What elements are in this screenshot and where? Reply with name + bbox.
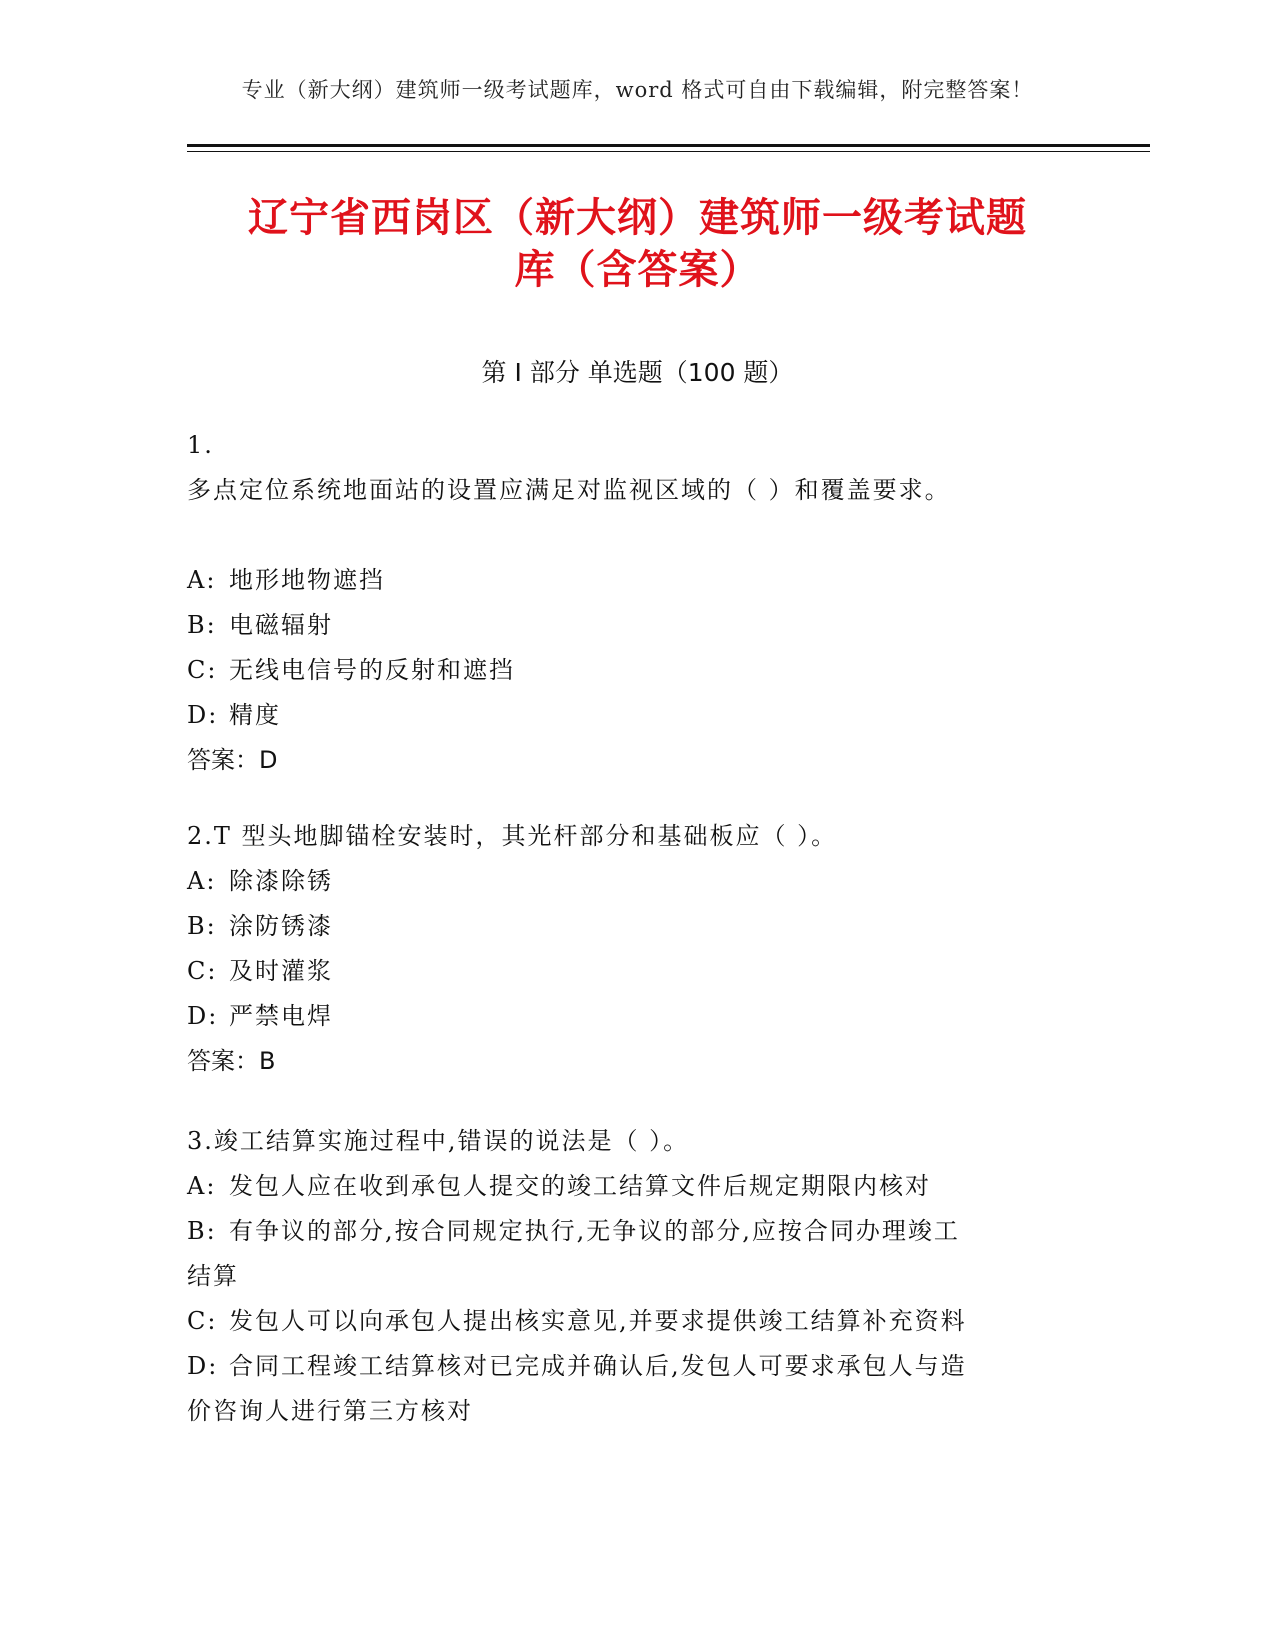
option-d bbox=[187, 994, 1067, 1039]
option-a bbox=[187, 1164, 1067, 1209]
option-d bbox=[187, 1344, 1067, 1389]
question-2 bbox=[187, 814, 1067, 1084]
question-stem: 多点定位系统地面站的设置应满足对监视区域的（ ）和覆盖要求。 bbox=[187, 476, 951, 504]
option-text: 及时灌浆 bbox=[229, 957, 333, 985]
option-letter: C: bbox=[187, 656, 218, 684]
option-text: 严禁电焊 bbox=[229, 1002, 333, 1030]
option-b bbox=[187, 603, 1067, 648]
option-text: 除漆除锈 bbox=[229, 867, 333, 895]
option-c bbox=[187, 949, 1067, 994]
option-b-continuation: 结算 bbox=[187, 1262, 239, 1290]
option-c bbox=[187, 648, 1067, 693]
option-letter: B: bbox=[187, 611, 217, 639]
header-divider-thick bbox=[187, 144, 1150, 147]
question-stem: 3.竣工结算实施过程中,错误的说法是（ ）。 bbox=[187, 1127, 690, 1155]
option-letter: A: bbox=[187, 867, 217, 895]
option-b bbox=[187, 1209, 1067, 1254]
option-text: 地形地物遮挡 bbox=[229, 566, 385, 594]
header-divider-thin bbox=[187, 151, 1150, 152]
option-d-continuation: 价咨询人进行第三方核对 bbox=[187, 1397, 473, 1425]
option-a bbox=[187, 558, 1067, 603]
answer-label: 答案：D bbox=[187, 746, 278, 774]
option-text: 有争议的部分,按合同规定执行,无争议的部分,应按合同办理竣工 bbox=[229, 1217, 960, 1245]
option-a bbox=[187, 859, 1067, 904]
option-letter: B: bbox=[187, 912, 217, 940]
option-letter: D: bbox=[187, 1002, 219, 1030]
question-stem: 2.T 型头地脚锚栓安装时，其光杆部分和基础板应（ ）。 bbox=[187, 822, 838, 850]
title-line-1: 辽宁省西岗区（新大纲）建筑师一级考试题 bbox=[248, 195, 1027, 241]
option-letter: C: bbox=[187, 1307, 218, 1335]
question-3 bbox=[187, 1119, 1067, 1434]
option-letter: A: bbox=[187, 1172, 217, 1200]
option-letter: B: bbox=[187, 1217, 217, 1245]
title-line-2: 库（含答案） bbox=[514, 247, 761, 293]
question-1 bbox=[187, 423, 1067, 783]
header-note: 专业（新大纲）建筑师一级考试题库，word 格式可自由下载编辑，附完整答案！ bbox=[241, 78, 1034, 102]
answer-label: 答案：B bbox=[187, 1047, 276, 1075]
option-b bbox=[187, 904, 1067, 949]
option-text: 合同工程竣工结算核对已完成并确认后,发包人可要求承包人与造 bbox=[229, 1352, 967, 1380]
option-d bbox=[187, 693, 1067, 738]
option-text: 发包人应在收到承包人提交的竣工结算文件后规定期限内核对 bbox=[229, 1172, 931, 1200]
option-letter: A: bbox=[187, 566, 217, 594]
option-letter: D: bbox=[187, 1352, 219, 1380]
option-text: 发包人可以向承包人提出核实意见,并要求提供竣工结算补充资料 bbox=[229, 1307, 967, 1335]
document-title bbox=[160, 192, 1115, 296]
option-text: 无线电信号的反射和遮挡 bbox=[229, 656, 515, 684]
option-text: 精度 bbox=[229, 701, 281, 729]
option-letter: C: bbox=[187, 957, 218, 985]
spacer bbox=[187, 513, 1067, 558]
section-title: 第 I 部分 单选题（100 题） bbox=[481, 358, 794, 387]
option-text: 涂防锈漆 bbox=[229, 912, 333, 940]
option-text: 电磁辐射 bbox=[229, 611, 333, 639]
option-letter: D: bbox=[187, 701, 219, 729]
question-number: 1. bbox=[187, 431, 214, 459]
option-c bbox=[187, 1299, 1067, 1344]
